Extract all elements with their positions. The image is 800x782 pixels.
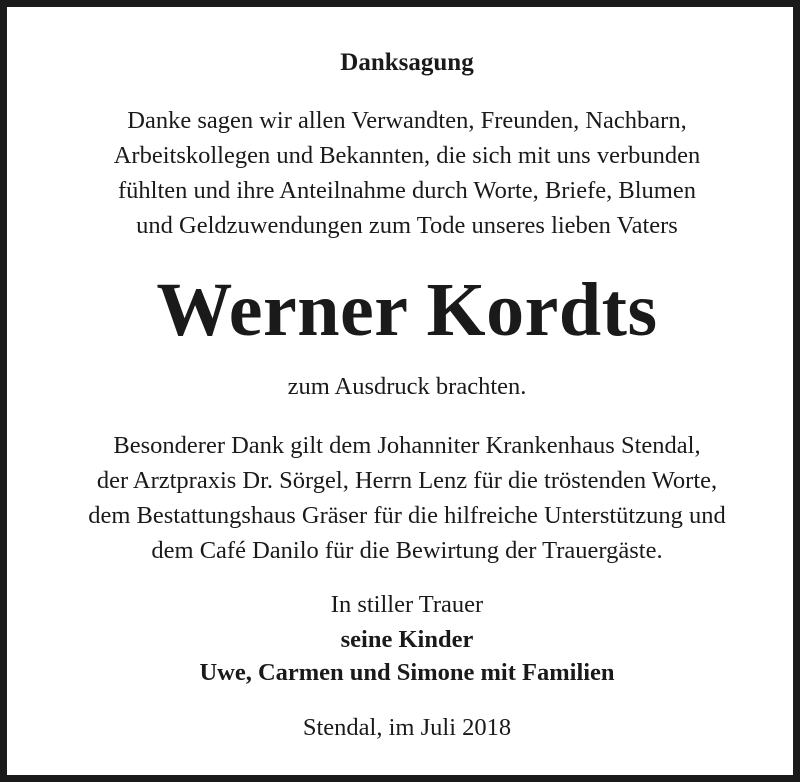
thanks-line-1: Danke sagen wir allen Verwandten, Freunden, Nachbarn, (127, 107, 687, 134)
thanks-line-4: und Geldzuwendungen zum Tode unseres lieben Vaters (136, 212, 678, 239)
place-date: Stendal, im Juli 2018 (302, 714, 512, 741)
deceased-name: Werner Kordts (156, 268, 658, 352)
family-names: Uwe, Carmen und Simone mit Familien (199, 659, 615, 686)
thanks-paragraph (7, 103, 800, 243)
special-thanks-line-3: dem Bestattungshaus Gräser für die hilfreiche Unterstützung und (88, 502, 726, 529)
special-thanks-paragraph (7, 428, 800, 568)
mourning-line: In stiller Trauer (330, 591, 484, 618)
notice-heading: Danksagung (340, 49, 474, 76)
special-thanks-line-1: Besonderer Dank gilt dem Johanniter Krankenhaus Stendal, (113, 432, 701, 459)
special-thanks-line-4: dem Café Danilo für die Bewirtung der Trauergäste. (151, 537, 663, 564)
after-name-line: zum Ausdruck brachten. (287, 373, 527, 400)
thanks-line-2: Arbeitskollegen und Bekannten, die sich mit uns verbunden (113, 142, 701, 169)
special-thanks-line-2: der Arztpraxis Dr. Sörgel, Herrn Lenz für die tröstenden Worte, (96, 467, 718, 494)
relation-line: seine Kinder (340, 626, 474, 653)
thanks-line-3: fühlten und ihre Anteilnahme durch Worte, Briefe, Blumen (118, 177, 696, 204)
